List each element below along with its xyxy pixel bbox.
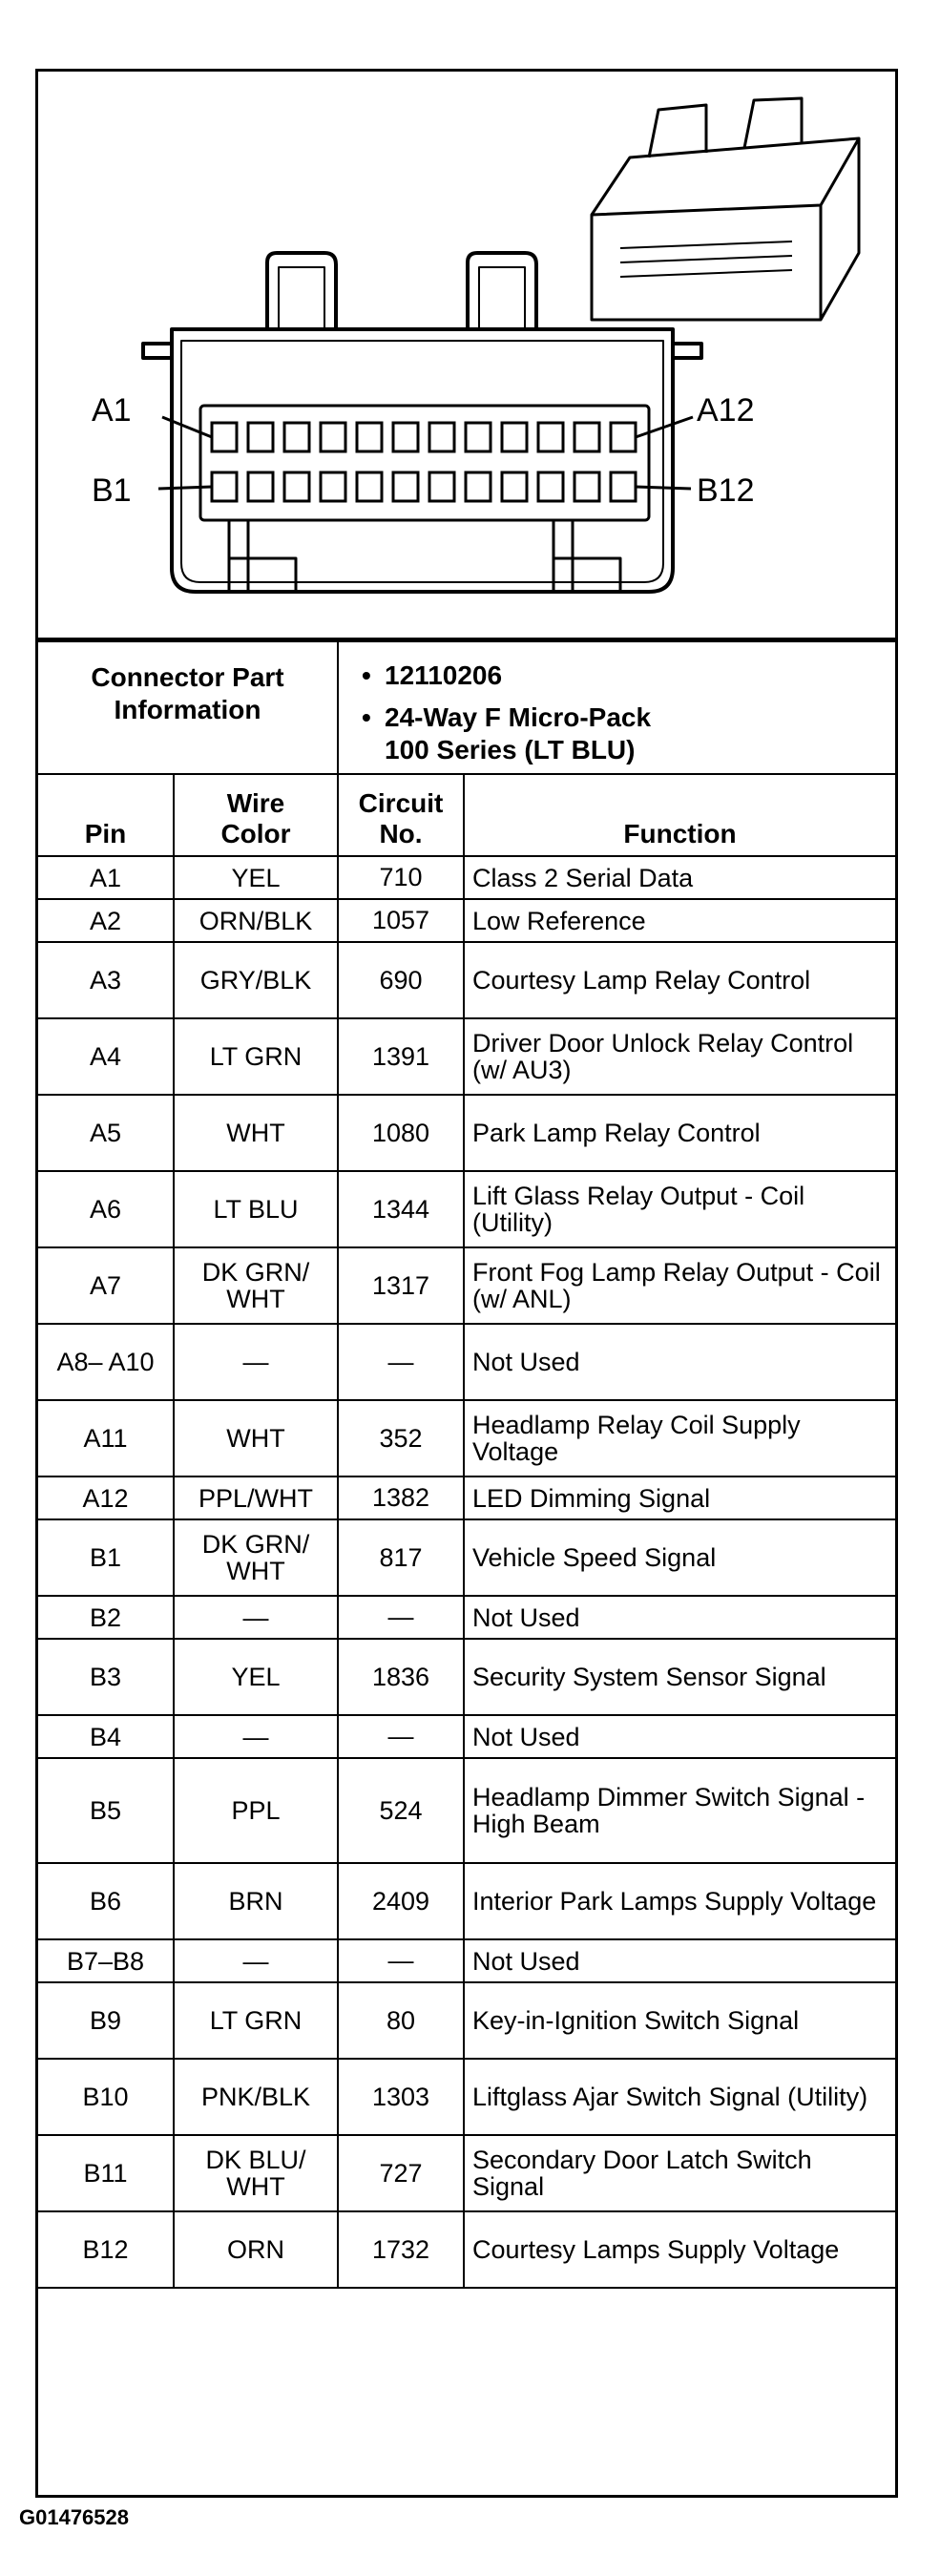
header-circuit-no: Circuit No.	[338, 774, 464, 856]
circuit-cell: 1382	[338, 1476, 464, 1519]
table-row	[38, 1324, 895, 1400]
table-row	[38, 1939, 895, 1982]
connector-part-values	[338, 641, 895, 774]
circuit-cell: 2409	[338, 1863, 464, 1939]
pin-cell: B3	[38, 1639, 174, 1715]
wire-color-cell: DK GRN/ WHT	[174, 1247, 338, 1324]
wire-color-cell: ORN/BLK	[174, 899, 338, 942]
connector-info-row	[38, 641, 895, 774]
pin-cell: B7–B8	[38, 1939, 174, 1982]
wire-color-cell: BRN	[174, 1863, 338, 1939]
connector-face-drawing	[38, 72, 895, 638]
circuit-cell: 352	[338, 1400, 464, 1476]
function-cell: LED Dimming Signal	[464, 1476, 895, 1519]
circuit-cell: —	[338, 1715, 464, 1758]
circuit-cell: 1080	[338, 1095, 464, 1171]
pin-cell: B6	[38, 1863, 174, 1939]
wire-color-cell: LT BLU	[174, 1171, 338, 1247]
wire-color-cell: GRY/BLK	[174, 942, 338, 1018]
pin-cell: A8– A10	[38, 1324, 174, 1400]
circuit-cell: 1836	[338, 1639, 464, 1715]
function-cell: Headlamp Dimmer Switch Signal - High Beam	[464, 1758, 895, 1863]
table-row	[38, 1476, 895, 1519]
function-cell: Not Used	[464, 1324, 895, 1400]
connector-table	[38, 640, 895, 2289]
table-row	[38, 856, 895, 899]
table-row	[38, 1982, 895, 2059]
connector-frame	[35, 69, 898, 2498]
function-cell: Low Reference	[464, 899, 895, 942]
circuit-cell: 1317	[338, 1247, 464, 1324]
circuit-cell: 1344	[338, 1171, 464, 1247]
header-pin: Pin	[38, 774, 174, 856]
circuit-cell: 817	[338, 1519, 464, 1596]
function-cell: Liftglass Ajar Switch Signal (Utility)	[464, 2059, 895, 2135]
wire-color-cell: DK BLU/ WHT	[174, 2135, 338, 2211]
table-row	[38, 1715, 895, 1758]
circuit-cell: 727	[338, 2135, 464, 2211]
circuit-cell: 690	[338, 942, 464, 1018]
pin-label-a1: A1	[92, 392, 132, 429]
function-cell: Front Fog Lamp Relay Output - Coil (w/ ANL)	[464, 1247, 895, 1324]
figure-code: G01476528	[19, 2505, 129, 2529]
function-cell: Not Used	[464, 1715, 895, 1758]
pin-cell: B9	[38, 1982, 174, 2059]
table-row	[38, 1018, 895, 1095]
pin-cell: B5	[38, 1758, 174, 1863]
circuit-cell: —	[338, 1324, 464, 1400]
table-row	[38, 1596, 895, 1639]
pin-cell: B1	[38, 1519, 174, 1596]
table-row	[38, 1863, 895, 1939]
table-row	[38, 1095, 895, 1171]
pin-cell: B2	[38, 1596, 174, 1639]
connector-diagram	[38, 72, 895, 640]
circuit-cell: 524	[338, 1758, 464, 1863]
function-cell: Secondary Door Latch Switch Signal	[464, 2135, 895, 2211]
wire-color-cell: PPL	[174, 1758, 338, 1863]
wire-color-cell: YEL	[174, 1639, 338, 1715]
pin-cell: B12	[38, 2211, 174, 2288]
pin-cell: B11	[38, 2135, 174, 2211]
wire-color-cell: PPL/WHT	[174, 1476, 338, 1519]
wire-color-cell: WHT	[174, 1400, 338, 1476]
function-cell: Park Lamp Relay Control	[464, 1095, 895, 1171]
connector-part-label: Connector Part Information	[38, 641, 338, 774]
connector-part-desc: • 24-Way F Micro-Pack 100 Series (LT BLU)	[362, 702, 700, 766]
pin-cell: A4	[38, 1018, 174, 1095]
circuit-cell: —	[338, 1939, 464, 1982]
table-row	[38, 1247, 895, 1324]
pin-cell: A2	[38, 899, 174, 942]
wire-color-cell: LT GRN	[174, 1018, 338, 1095]
pin-label-b12: B12	[697, 472, 755, 509]
pin-cell: A12	[38, 1476, 174, 1519]
table-row	[38, 1519, 895, 1596]
table-row	[38, 1639, 895, 1715]
function-cell: Courtesy Lamps Supply Voltage	[464, 2211, 895, 2288]
circuit-cell: 710	[338, 856, 464, 899]
function-cell: Vehicle Speed Signal	[464, 1519, 895, 1596]
wire-color-cell: DK GRN/ WHT	[174, 1519, 338, 1596]
pin-cell: A5	[38, 1095, 174, 1171]
table-row	[38, 2211, 895, 2288]
wire-color-cell: LT GRN	[174, 1982, 338, 2059]
pin-cell: B10	[38, 2059, 174, 2135]
table-row	[38, 1758, 895, 1863]
pin-label-a12: A12	[697, 392, 755, 429]
wire-color-cell: —	[174, 1324, 338, 1400]
table-row	[38, 942, 895, 1018]
pin-cell: A7	[38, 1247, 174, 1324]
header-wire-color: Wire Color	[174, 774, 338, 856]
table-row	[38, 2135, 895, 2211]
wire-color-cell: ORN	[174, 2211, 338, 2288]
circuit-cell: 1391	[338, 1018, 464, 1095]
header-row	[38, 774, 895, 856]
pin-cell: A1	[38, 856, 174, 899]
pin-cell: B4	[38, 1715, 174, 1758]
table-row	[38, 899, 895, 942]
wire-color-cell: PNK/BLK	[174, 2059, 338, 2135]
function-cell: Key-in-Ignition Switch Signal	[464, 1982, 895, 2059]
pin-cell: A3	[38, 942, 174, 1018]
function-cell: Not Used	[464, 1939, 895, 1982]
pin-label-b1: B1	[92, 472, 132, 509]
wire-color-cell: WHT	[174, 1095, 338, 1171]
header-function: Function	[464, 774, 895, 856]
function-cell: Driver Door Unlock Relay Control (w/ AU3)	[464, 1018, 895, 1095]
table-row	[38, 1171, 895, 1247]
circuit-cell: 1057	[338, 899, 464, 942]
pin-cell: A6	[38, 1171, 174, 1247]
pin-cell: A11	[38, 1400, 174, 1476]
wire-color-cell: —	[174, 1715, 338, 1758]
connector-part-number: • 12110206	[362, 660, 888, 692]
circuit-cell: 1732	[338, 2211, 464, 2288]
function-cell: Courtesy Lamp Relay Control	[464, 942, 895, 1018]
function-cell: Class 2 Serial Data	[464, 856, 895, 899]
function-cell: Security System Sensor Signal	[464, 1639, 895, 1715]
function-cell: Interior Park Lamps Supply Voltage	[464, 1863, 895, 1939]
circuit-cell: 1303	[338, 2059, 464, 2135]
circuit-cell: —	[338, 1596, 464, 1639]
wire-color-cell: YEL	[174, 856, 338, 899]
function-cell: Lift Glass Relay Output - Coil (Utility)	[464, 1171, 895, 1247]
function-cell: Headlamp Relay Coil Supply Voltage	[464, 1400, 895, 1476]
table-row	[38, 1400, 895, 1476]
circuit-cell: 80	[338, 1982, 464, 2059]
wire-color-cell: —	[174, 1596, 338, 1639]
function-cell: Not Used	[464, 1596, 895, 1639]
wire-color-cell: —	[174, 1939, 338, 1982]
table-row	[38, 2059, 895, 2135]
